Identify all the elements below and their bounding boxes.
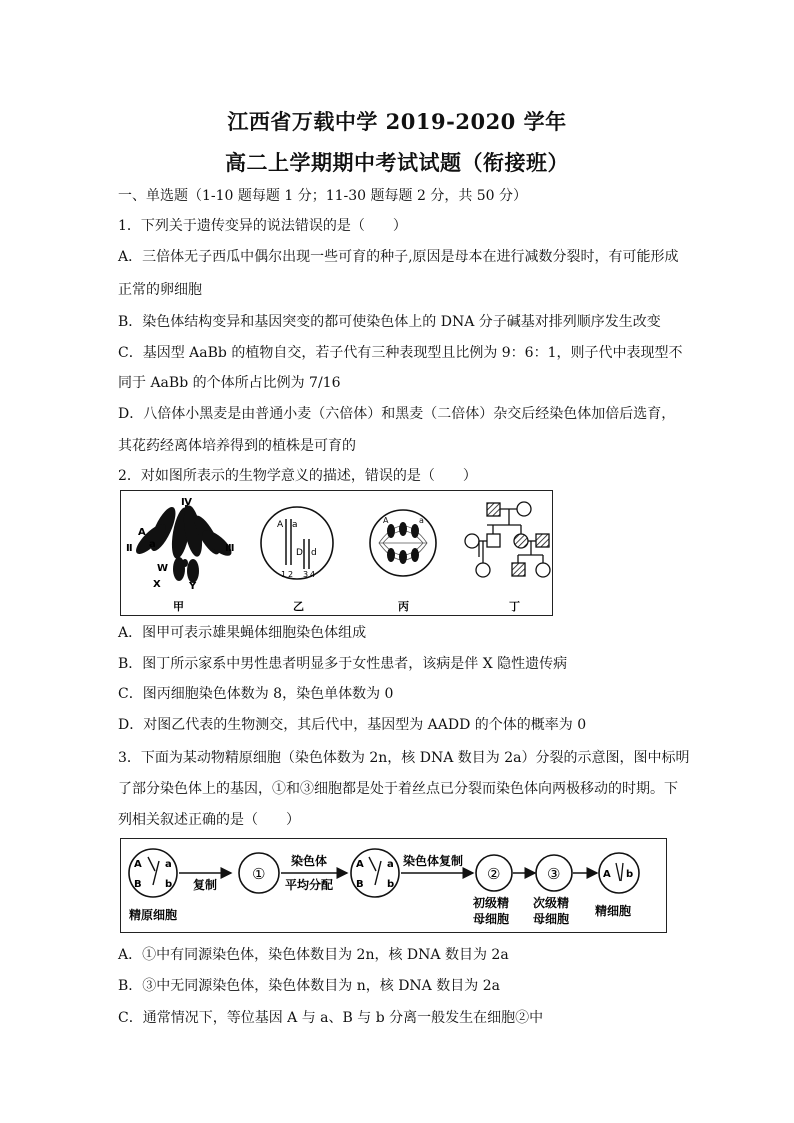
label-even-distribution: 平均分配 [285, 878, 334, 892]
label-chromosome-replication: 染色体复制 [403, 854, 464, 868]
q3-figure [120, 838, 667, 933]
figure-label-jia: 甲 [173, 600, 184, 613]
q2-figure-svg [121, 491, 552, 615]
cell-3-label-line2: 母细胞 [533, 912, 570, 926]
start-gene-a-upper: A [134, 859, 142, 870]
label-chromosome: 染色体 [291, 854, 328, 868]
label-sperm-cell: 精细胞 [595, 904, 632, 918]
figure-jia-chromosomes [132, 504, 235, 583]
q1-option-d-line2: 其花药经离体培养得到的植株是可育的 [118, 438, 356, 454]
q2-stem: 2．对如图所表示的生物学意义的描述，错误的是（ ） [118, 468, 477, 484]
q2-option-c: C．图丙细胞染色体数为 8，染色单体数为 0 [118, 686, 394, 702]
q3-option-b: B．③中无同源染色体，染色体数目为 n，核 DNA 数目为 2a [118, 978, 500, 994]
jia-mark-a-lower: a [149, 539, 156, 550]
start-gene-a-lower: a [165, 859, 172, 870]
cell-1-number: ① [252, 865, 266, 883]
jia-mark-a-upper: A [138, 527, 146, 538]
cell-2-label-line1: 初级精 [473, 896, 510, 910]
q3-stem-line1: 3．下面为某动物精原细胞（染色体数为 2n，核 DNA 数目为 2a）分裂的示意图，图中标明 [118, 750, 690, 766]
q3-stem-line3: 列相关叙述正确的是（ ） [118, 812, 300, 828]
jia-mark-ii: Ⅱ [126, 543, 133, 554]
yi-mark-3: 3 [303, 570, 309, 579]
sperm-gene-a: A [603, 869, 611, 880]
figure-label-yi: 乙 [293, 600, 304, 613]
yi-mark-4: 4 [310, 570, 316, 579]
q2-figure [120, 490, 553, 616]
bing-mark-a-upper: A [383, 516, 389, 525]
jia-mark-w: W [157, 563, 169, 574]
mid-gene-b-upper: B [356, 879, 364, 890]
label-spermatogonium: 精原细胞 [129, 908, 178, 922]
cell-2-number: ② [487, 865, 501, 883]
q2-option-a: A．图甲可表示雄果蝇体细胞染色体组成 [118, 625, 367, 641]
yi-mark-d-lower: d [311, 548, 317, 558]
jia-mark-iii: Ⅲ [225, 543, 235, 554]
start-gene-b-upper: B [134, 879, 142, 890]
q1-option-d-line1: D．八倍体小黑麦是由普通小麦（六倍体）和黑麦（二倍体）杂交后经染色体加倍后选育， [118, 406, 676, 422]
start-gene-b-lower: b [165, 879, 173, 890]
yi-mark-a-upper: A [277, 520, 284, 530]
q1-option-c-line2: 同于 AaBb 的个体所占比例为 7/16 [118, 375, 341, 391]
bing-mark-a-lower: a [419, 516, 424, 525]
q3-option-a: A．①中有同源染色体，染色体数目为 2n，核 DNA 数目为 2a [118, 947, 509, 963]
q1-option-a-line1: A．三倍体无子西瓜中偶尔出现一些可育的种子,原因是母本在进行减数分裂时，有可能形成 [118, 249, 679, 265]
jia-mark-x: X [153, 579, 161, 590]
q1-stem: 1．下列关于遗传变异的说法错误的是（ ） [118, 218, 407, 234]
jia-mark-iv: Ⅳ [181, 497, 192, 508]
label-replication: 复制 [193, 878, 218, 892]
figure-ding-pedigree [465, 502, 550, 577]
figure-label-bing: 丙 [398, 600, 409, 613]
q2-option-b: B．图丁所示家系中男性患者明显多于女性患者，该病是伴 X 隐性遗传病 [118, 656, 568, 672]
yi-mark-2: 2 [288, 570, 294, 579]
figure-bing-cell [370, 510, 436, 576]
q3-stem-line2: 了部分染色体上的基因，①和③细胞都是处于着丝点已分裂而染色体向两极移动的时期。下 [118, 781, 678, 797]
q3-figure-svg [121, 839, 666, 932]
yi-mark-d-upper: D [296, 548, 303, 558]
cell-2-label-line2: 母细胞 [473, 912, 510, 926]
yi-mark-1: 1 [281, 570, 287, 579]
section-heading: 一、单选题（1-10 题每题 1 分；11-30 题每题 2 分，共 50 分） [118, 188, 528, 204]
exam-title-line2: 高二上学期期中考试试题（衔接班） [225, 150, 569, 175]
cell-3-number: ③ [547, 865, 561, 883]
figure-label-ding: 丁 [509, 600, 520, 613]
mid-gene-a-upper: A [356, 859, 364, 870]
sperm-gene-b: b [626, 869, 634, 880]
q1-option-a-line2: 正常的卵细胞 [118, 282, 202, 298]
q1-option-c-line1: C．基因型 AaBb 的植物自交，若子代有三种表现型且比例为 9：6：1，则子代中表现型不 [118, 345, 683, 361]
yi-mark-a-lower: a [292, 520, 298, 530]
q2-option-d: D．对图乙代表的生物测交，其后代中，基因型为 AADD 的个体的概率为 0 [118, 717, 587, 733]
figure-yi-cell [261, 507, 333, 579]
mid-gene-a-lower: a [387, 859, 394, 870]
exam-title-line1: 江西省万载中学 2019-2020 学年 [227, 109, 567, 134]
q3-option-c: C．通常情况下，等位基因 A 与 a、B 与 b 分离一般发生在细胞②中 [118, 1010, 544, 1026]
q1-option-b: B．染色体结构变异和基因突变的都可使染色体上的 DNA 分子碱基对排列顺序发生改变 [118, 314, 661, 330]
mid-gene-b-lower: b [387, 879, 395, 890]
cell-3-label-line1: 次级精 [533, 896, 570, 910]
jia-mark-y: Y [189, 581, 197, 592]
